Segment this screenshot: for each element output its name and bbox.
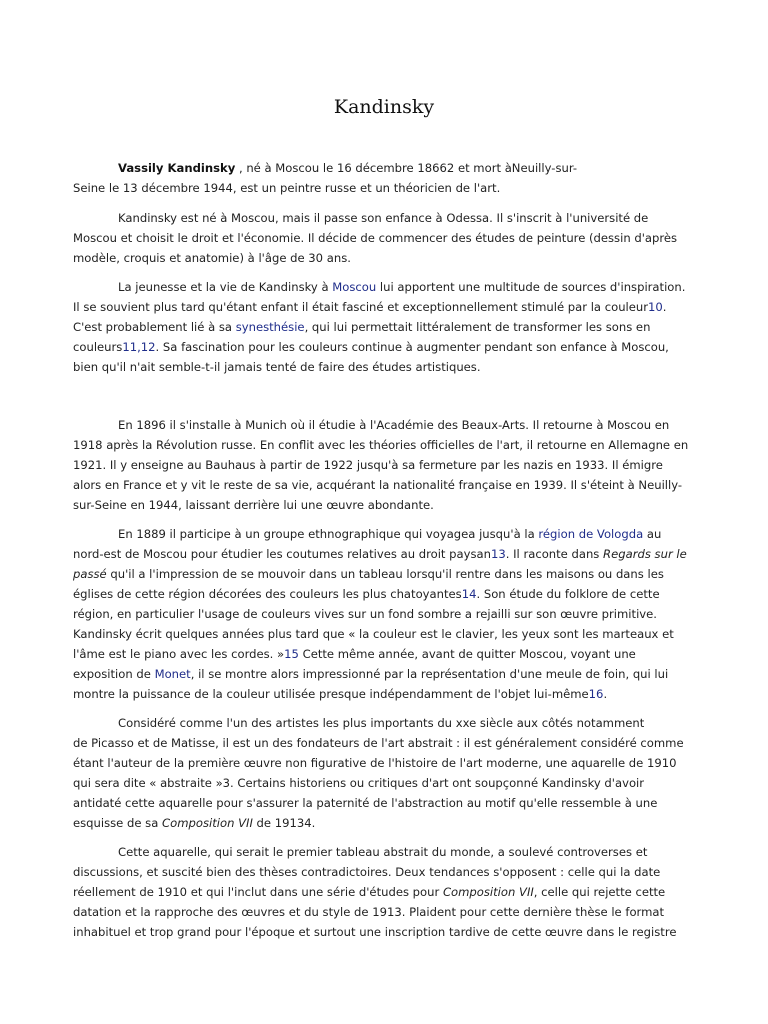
line: 1918 après la Révolution russe. En conflit avec les théories officielles de l'art, il retourne en Allemagne en bbox=[73, 438, 689, 452]
book-title: Regards sur le bbox=[603, 547, 687, 561]
line bbox=[73, 584, 701, 604]
text: esquisse de sa bbox=[73, 816, 163, 830]
line bbox=[73, 524, 701, 544]
text: . Son étude du folklore de cette bbox=[476, 587, 660, 601]
text: , né à Moscou le 16 décembre 18662 et mort àNeuilly-sur- bbox=[235, 161, 578, 175]
line: Seine le 13 décembre 1944, est un peintre russe et un théoricien de l'art. bbox=[73, 181, 501, 195]
text: l'âme est le piano avec les cordes. » bbox=[73, 647, 285, 661]
document-title: Kandinsky bbox=[333, 96, 435, 118]
paragraph-watercolor bbox=[73, 842, 701, 942]
link-synesthesie[interactable]: synesthésie bbox=[235, 320, 305, 334]
line: Moscou et choisit le droit et l'économie. Il décide de commencer des études de peinture (dessin d'après bbox=[73, 231, 678, 245]
line: Kandinsky est né à Moscou, mais il passe son enfance à Odessa. Il s'inscrit à l'université de bbox=[118, 211, 649, 225]
line bbox=[73, 158, 701, 178]
footnote-link-11[interactable]: 11 bbox=[122, 340, 138, 354]
line: 1921. Il y enseigne au Bauhaus à partir de 1922 jusqu'à sa fermeture par les nazis en 1933. Il émigre bbox=[73, 458, 663, 472]
line bbox=[73, 684, 701, 704]
line bbox=[73, 337, 701, 357]
text: réellement de 1910 et qui l'inclut dans une série d'études pour bbox=[73, 885, 443, 899]
text: Cette même année, avant de quitter Moscou, voyant une bbox=[298, 647, 636, 661]
link-region-vologda[interactable]: région de Vologda bbox=[538, 527, 644, 541]
line: En 1896 il s'installe à Munich où il étudie à l'Académie des Beaux-Arts. Il retourne à Moscou en bbox=[118, 418, 670, 432]
text: de 19134. bbox=[252, 816, 316, 830]
footnote-link-14[interactable]: 14 bbox=[461, 587, 477, 601]
line: inhabituel et trop grand pour l'époque et surtout une inscription tardive de cette œuvre dans le registre bbox=[73, 925, 677, 939]
text: églises de cette région décorées des couleurs les plus chatoyantes bbox=[73, 587, 462, 601]
text: Il se souvient plus tard qu'étant enfant il était fasciné et exceptionnellement stimulé par la couleur bbox=[73, 300, 649, 314]
line bbox=[73, 564, 701, 584]
text: couleurs bbox=[73, 340, 123, 354]
line: Considéré comme l'un des artistes les plus importants du xxe siècle aux côtés notamment bbox=[118, 716, 645, 730]
line: sur-Seine en 1944, laissant derrière lui une œuvre abondante. bbox=[73, 498, 434, 512]
paragraph-intro bbox=[73, 158, 701, 198]
line bbox=[73, 882, 701, 902]
line: bien qu'il n'ait semble-t-il jamais tenté de faire des études artistiques. bbox=[73, 360, 481, 374]
line bbox=[73, 813, 701, 833]
artist-name: Vassily Kandinsky bbox=[118, 161, 236, 175]
paragraph-abstract-art bbox=[73, 713, 701, 833]
text: , qui lui permettait littéralement de transformer les sons en bbox=[304, 320, 651, 334]
line: discussions, et suscité bien des thèses contradictoires. Deux tendances s'opposent : celle qui la date bbox=[73, 865, 661, 879]
paragraph-munich bbox=[73, 415, 701, 515]
text: . Sa fascination pour les couleurs continue à augmenter pendant son enfance à Moscou, bbox=[155, 340, 669, 354]
text: , celle qui rejette cette bbox=[533, 885, 666, 899]
line: Kandinsky écrit quelques années plus tard que « la couleur est le clavier, les yeux sont les marteaux et bbox=[73, 627, 674, 641]
text: montre la puissance de la couleur utilisée presque indépendamment de l'objet lui-même bbox=[73, 687, 589, 701]
text: qu'il a l'impression de se mouvoir dans un tableau lorsqu'il rentre dans les maisons ou dans les bbox=[106, 567, 664, 581]
text: C'est probablement lié à sa bbox=[73, 320, 236, 334]
footnote-link-13[interactable]: 13 bbox=[490, 547, 506, 561]
link-moscou[interactable]: Moscou bbox=[332, 280, 377, 294]
footnote-link-16[interactable]: 16 bbox=[588, 687, 604, 701]
line bbox=[73, 644, 701, 664]
line bbox=[73, 317, 701, 337]
line: région, en particulier l'usage de couleurs vives sur un fond sombre a rejailli sur son œuvre primitive. bbox=[73, 607, 657, 621]
book-title: passé bbox=[73, 567, 107, 581]
text: . bbox=[662, 300, 667, 314]
line bbox=[73, 664, 701, 684]
paragraph-childhood bbox=[73, 208, 701, 268]
footnote-link-15[interactable]: 15 bbox=[284, 647, 299, 661]
artwork-title: Composition VII bbox=[162, 816, 253, 830]
line: de Picasso et de Matisse, il est un des fondateurs de l'art abstrait : il est généralement considéré comme bbox=[73, 736, 684, 750]
footnote-separator: , bbox=[137, 340, 141, 354]
text: lui apportent une multitude de sources d'inspiration. bbox=[376, 280, 686, 294]
text: au bbox=[643, 527, 662, 541]
line: antidaté cette aquarelle pour s'assurer la paternité de l'abstraction au motif qu'elle ressemble à une bbox=[73, 796, 658, 810]
text: , il se montre alors impressionné par la représentation d'une meule de foin, qui lui bbox=[190, 667, 669, 681]
footnote-link-12[interactable]: 12 bbox=[140, 340, 156, 354]
paragraph-youth bbox=[73, 277, 701, 377]
link-monet[interactable]: Monet bbox=[154, 667, 191, 681]
text: . Il raconte dans bbox=[505, 547, 604, 561]
text: La jeunesse et la vie de Kandinsky à bbox=[118, 280, 333, 294]
text: exposition de bbox=[73, 667, 155, 681]
line bbox=[73, 297, 701, 317]
line bbox=[73, 277, 701, 297]
line: Cette aquarelle, qui serait le premier tableau abstrait du monde, a soulevé controverses et bbox=[118, 845, 648, 859]
footnote-link-10[interactable]: 10 bbox=[648, 300, 663, 314]
text: En 1889 il participe à un groupe ethnographique qui voyagea jusqu'à la bbox=[118, 527, 539, 541]
line: étant l'auteur de la première œuvre non figurative de l'histoire de l'art moderne, une aquarelle de 1910 bbox=[73, 756, 677, 770]
line: qui sera dite « abstraite »3. Certains historiens ou critiques d'art ont soupçonné Kandinsky d'avoir bbox=[73, 776, 645, 790]
artwork-title: Composition VII bbox=[442, 885, 534, 899]
text: nord-est de Moscou pour étudier les coutumes relatives au droit paysan bbox=[73, 547, 491, 561]
line bbox=[73, 544, 701, 564]
line: alors en France et y vit le reste de sa vie, acquérant la nationalité française en 1939. Il s'éteint à Neuilly- bbox=[73, 478, 683, 492]
line: datation et la rapproche des œuvres et du style de 1913. Plaident pour cette dernière thèse le format bbox=[73, 905, 665, 919]
line: modèle, croquis et anatomie) à l'âge de 30 ans. bbox=[73, 251, 351, 265]
paragraph-ethnography bbox=[73, 524, 701, 704]
text: . bbox=[603, 687, 608, 701]
